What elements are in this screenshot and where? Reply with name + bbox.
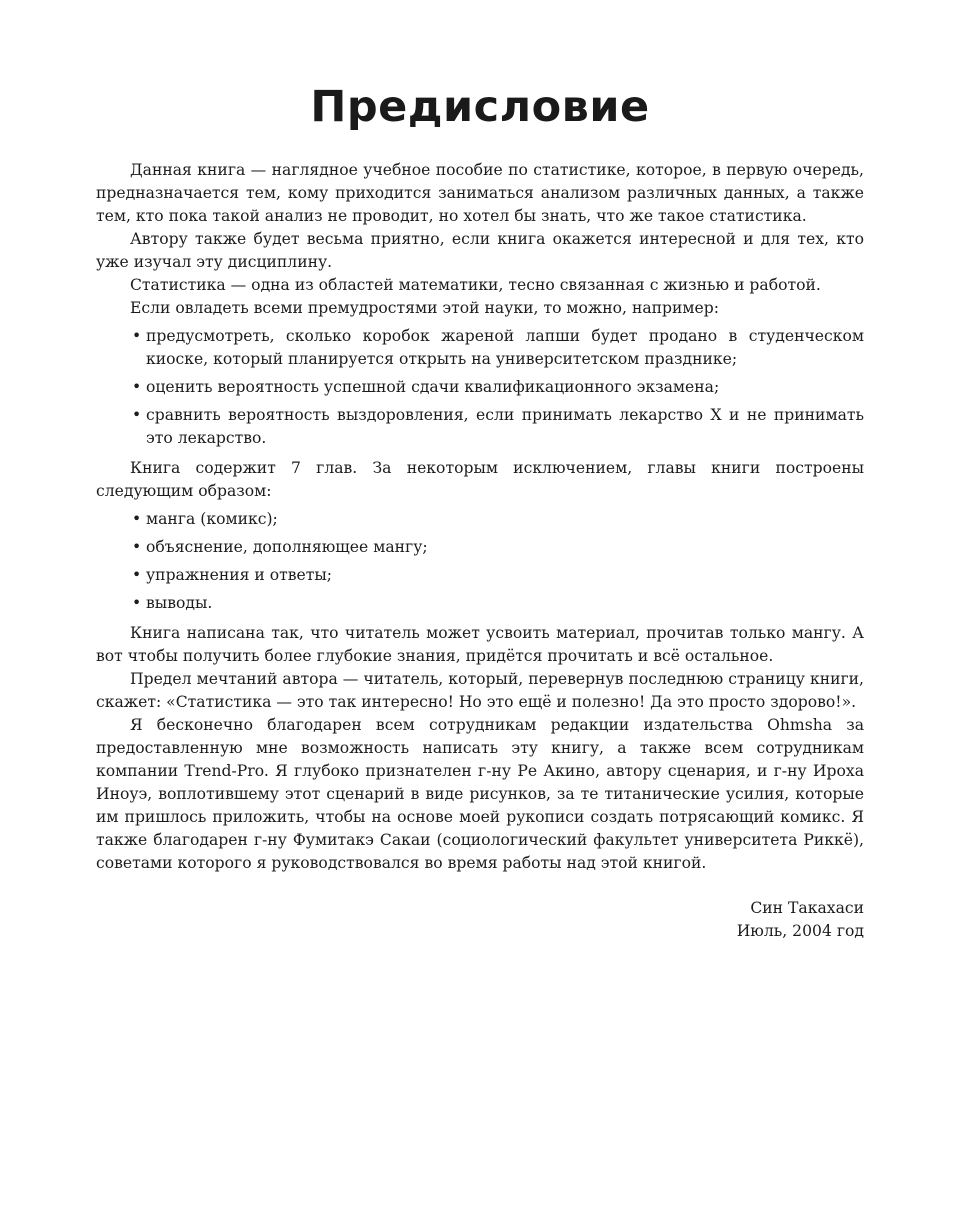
page <box>96 78 864 943</box>
signature <box>96 897 864 943</box>
outro-paragraph-3: Я бесконечно благодарен всем сотрудникам редакции издательства Ohmsha за предоставленную мне возможность написать эту книгу, а также всем сотрудникам компании Trend-Pro. Я глубоко признателен г-ну Ре Акино, автору сценария, и г-ну Ироха Иноуэ, воплотившему этот сценарий в виде рисунков, за те титанические усилия, которые им пришлось приложить, чтобы на основе моей рукописи создать потрясающий комикс. Я также благодарен г-ну Фумитакэ Сакаи (социологический факультет университета Риккё), советами которого я руководствовался во время работы над этой книгой. <box>96 716 864 872</box>
list-item: • выводы. <box>96 592 864 615</box>
structure-list <box>96 508 864 615</box>
list-item: • оценить вероятность успешной сдачи квалификационного экзамена; <box>96 376 864 399</box>
page-title: Предисловие <box>310 82 650 132</box>
intro-paragraph-4: Если овладеть всеми премудростями этой науки, то можно, например: <box>130 299 720 317</box>
outro-paragraph-2: Предел мечтаний автора — читатель, который, перевернув последнюю страницу книги, скажет: «Статистика — это так интересно! Но это ещё и полезно! Да это просто здорово!». <box>96 670 864 711</box>
preface-body <box>96 159 864 943</box>
list-item: • объяснение, дополняющее мангу; <box>96 536 864 559</box>
structure-paragraph: Книга содержит 7 глав. За некоторым исключением, главы книги построены следующим образом: <box>96 459 864 500</box>
intro-paragraph-2: Автору также будет весьма приятно, если книга окажется интересной и для тех, кто уже изучал эту дисциплину. <box>96 230 864 271</box>
signature-date: Июль, 2004 год <box>736 922 864 940</box>
list-item: • предусмотреть, сколько коробок жареной лапши будет продано в студенческом киоске, который планируется открыть на университетском празднике; <box>96 325 864 371</box>
intro-paragraph-3: Статистика — одна из областей математики, тесно связанная с жизнью и работой. <box>130 276 821 294</box>
outro-paragraph-1: Книга написана так, что читатель может усвоить материал, прочитав только мангу. А вот чтобы получить более глубокие знания, придётся прочитать и всё остальное. <box>96 624 864 665</box>
list-item: • сравнить вероятность выздоровления, если принимать лекарство X и не принимать это лекарство. <box>96 404 864 450</box>
intro-paragraph-1: Данная книга — наглядное учебное пособие по статистике, которое, в первую очередь, предназначается тем, кому приходится заниматься анализом различных данных, а также тем, кто пока такой анализ не проводит, но хотел бы знать, что же такое статистика. <box>96 161 864 225</box>
list-item: • упражнения и ответы; <box>96 564 864 587</box>
list-item: • манга (комикс); <box>96 508 864 531</box>
examples-list <box>96 325 864 450</box>
signature-author: Син Такахаси <box>750 899 864 917</box>
